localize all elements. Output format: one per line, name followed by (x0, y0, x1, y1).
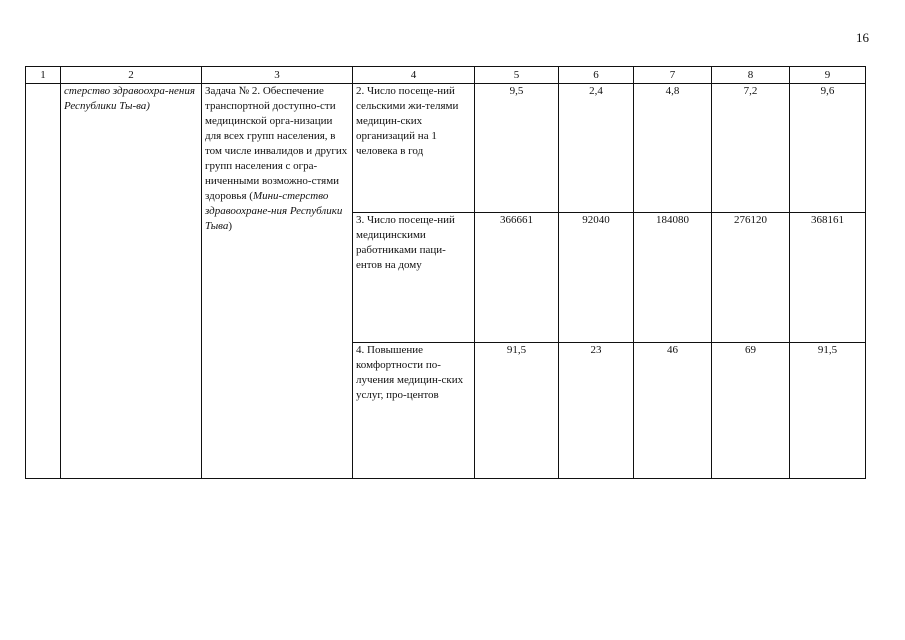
value-cell: 23 (559, 343, 634, 479)
value-cell: 184080 (634, 213, 712, 343)
indicator-cell: 3. Число посеще-ний медицинскими работниками паци-ентов на дому (353, 213, 475, 343)
value-cell: 7,2 (712, 84, 790, 213)
page-number: 16 (856, 30, 869, 45)
value-cell: 366661 (475, 213, 559, 343)
indicator-cell: 2. Число посеще-ний сельскими жи-телями медицин-ских организаций на 1 человека в год (353, 84, 475, 213)
header-cell-2: 2 (61, 67, 202, 84)
value-cell: 9,6 (790, 84, 866, 213)
col1-cell (26, 84, 61, 479)
header-cell-5: 5 (475, 67, 559, 84)
value-cell: 92040 (559, 213, 634, 343)
value-cell: 91,5 (475, 343, 559, 479)
value-cell: 69 (712, 343, 790, 479)
indicators-table (25, 66, 866, 479)
table-header-row (26, 67, 866, 84)
task-ministry: Мини-стерство здравоохране-ния Республики Тыва (205, 190, 343, 232)
value-cell: 2,4 (559, 84, 634, 213)
responsible-executor-cell: стерство здравоохра-нения Республики Ты-ва) (61, 84, 202, 479)
header-cell-6: 6 (559, 67, 634, 84)
header-cell-1: 1 (26, 67, 61, 84)
table-row (26, 84, 866, 213)
indicator-cell: 4. Повышение комфортности по-лучения медицин-ских услуг, про-центов (353, 343, 475, 479)
header-cell-3: 3 (202, 67, 353, 84)
value-cell: 276120 (712, 213, 790, 343)
header-cell-9: 9 (790, 67, 866, 84)
header-cell-7: 7 (634, 67, 712, 84)
header-cell-4: 4 (353, 67, 475, 84)
value-cell: 4,8 (634, 84, 712, 213)
value-cell: 91,5 (790, 343, 866, 479)
header-cell-8: 8 (712, 67, 790, 84)
value-cell: 46 (634, 343, 712, 479)
task-text: Задача № 2. Обеспечение транспортной доступно-сти медицинской орга-низации для всех групп населения, в том числе инвалидов и других групп населения с огра-ниченными возможно-стями здоровья ( (205, 85, 348, 202)
task-close-paren: ) (228, 220, 233, 232)
task-cell (202, 84, 353, 479)
value-cell: 368161 (790, 213, 866, 343)
value-cell: 9,5 (475, 84, 559, 213)
